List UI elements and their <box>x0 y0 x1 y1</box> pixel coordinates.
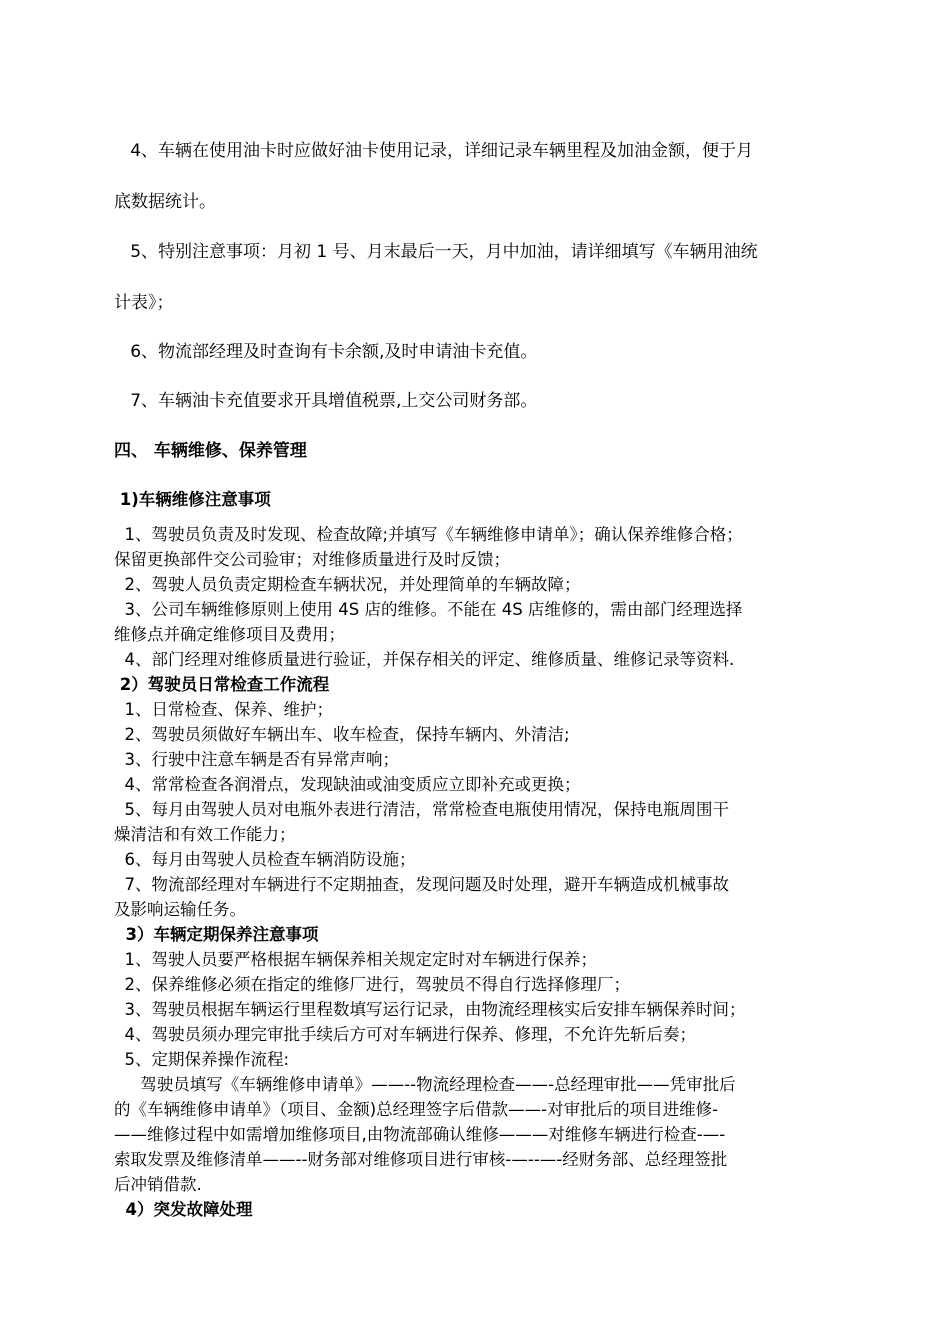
paragraph-line: 3、行驶中注意车辆是否有异常声响； <box>114 750 399 769</box>
paragraph-line: ——维修过程中如需增加维修项目,由物流部确认维修———对维修车辆进行检查-—- <box>114 1125 726 1144</box>
paragraph-line: 计表》； <box>114 293 174 313</box>
paragraph-line: 4、驾驶员须办理完审批手续后方可对车辆进行保养、修理，不允许先斩后奏； <box>114 1025 696 1044</box>
paragraph-line: 7、物流部经理对车辆进行不定期抽查，发现问题及时处理，避开车辆造成机械事故 <box>114 875 729 894</box>
paragraph-line: 底数据统计。 <box>114 192 216 212</box>
paragraph-line: 6、每月由驾驶人员检查车辆消防设施； <box>114 850 416 869</box>
paragraph-line: 4、车辆在使用油卡时应做好油卡使用记录，详细记录车辆里程及加油金额，便于月 <box>114 141 754 161</box>
paragraph-line: 1、驾驶员负责及时发现、检查故障;并填写《车辆维修申请单》；确认保养维修合格； <box>114 525 743 544</box>
subsection-heading: 3）车辆定期保养注意事项 <box>114 925 319 944</box>
paragraph-line: 4、常常检查各润滑点，发现缺油或油变质应立即补充或更换； <box>114 775 581 794</box>
paragraph-line: 3、公司车辆维修原则上使用 4S 店的维修。不能在 4S 店维修的，需由部门经理选择 <box>114 600 743 619</box>
paragraph-line: 5、每月由驾驶人员对电瓶外表进行清洁，常常检查电瓶使用情况，保持电瓶周围干 <box>114 800 729 819</box>
paragraph-line: 5、定期保养操作流程: <box>114 1050 290 1069</box>
paragraph-line: 燥清洁和有效工作能力； <box>114 825 296 844</box>
paragraph-line: 保留更换部件交公司验审；对维修质量进行及时反馈； <box>114 550 510 569</box>
paragraph-line: 2、驾驶员须做好车辆出车、收车检查，保持车辆内、外清洁; <box>114 725 570 744</box>
subsection-heading: 1)车辆维修注意事项 <box>114 490 271 509</box>
paragraph-line: 6、物流部经理及时查询有卡余额,及时申请油卡充值。 <box>114 342 538 362</box>
subsection-heading: 2）驾驶员日常检查工作流程 <box>114 675 330 694</box>
paragraph-line: 3、驾驶员根据车辆运行里程数填写运行记录，由物流经理核实后安排车辆保养时间； <box>114 1000 746 1019</box>
section-heading: 四、 车辆维修、保养管理 <box>114 441 307 461</box>
paragraph-line: 2、驾驶人员负责定期检查车辆状况，并处理简单的车辆故障； <box>114 575 581 594</box>
paragraph-line: 维修点并确定维修项目及费用； <box>114 625 345 644</box>
paragraph-line: 7、车辆油卡充值要求开具增值税票,上交公司财务部。 <box>114 391 538 411</box>
paragraph-line: 2、保养维修必须在指定的维修厂进行，驾驶员不得自行选择修理厂； <box>114 975 630 994</box>
paragraph-line: 驾驶员填写《车辆维修申请单》——--物流经理检查——-总经理审批——凭审批后 <box>114 1075 736 1094</box>
paragraph-line: 1、日常检查、保养、维护； <box>114 700 333 719</box>
paragraph-line: 5、特别注意事项：月初 1 号、月末最后一天，月中加油，请详细填写《车辆用油统 <box>114 242 758 262</box>
paragraph-line: 1、驾驶人员要严格根据车辆保养相关规定定时对车辆进行保养； <box>114 950 597 969</box>
subsection-heading: 4）突发故障处理 <box>114 1200 253 1219</box>
paragraph-line: 索取发票及维修清单——--财务部对维修项目进行审核-—--—-经财务部、总经理签批 <box>114 1150 728 1169</box>
paragraph-line: 后冲销借款. <box>114 1175 202 1194</box>
paragraph-line: 的《车辆维修申请单》（项目、金额)总经理签字后借款——-对审批后的项目进维修- <box>114 1100 719 1119</box>
paragraph-line: 及影响运输任务。 <box>114 900 246 919</box>
paragraph-line: 4、部门经理对维修质量进行验证，并保存相关的评定、维修质量、维修记录等资料. <box>114 650 735 669</box>
